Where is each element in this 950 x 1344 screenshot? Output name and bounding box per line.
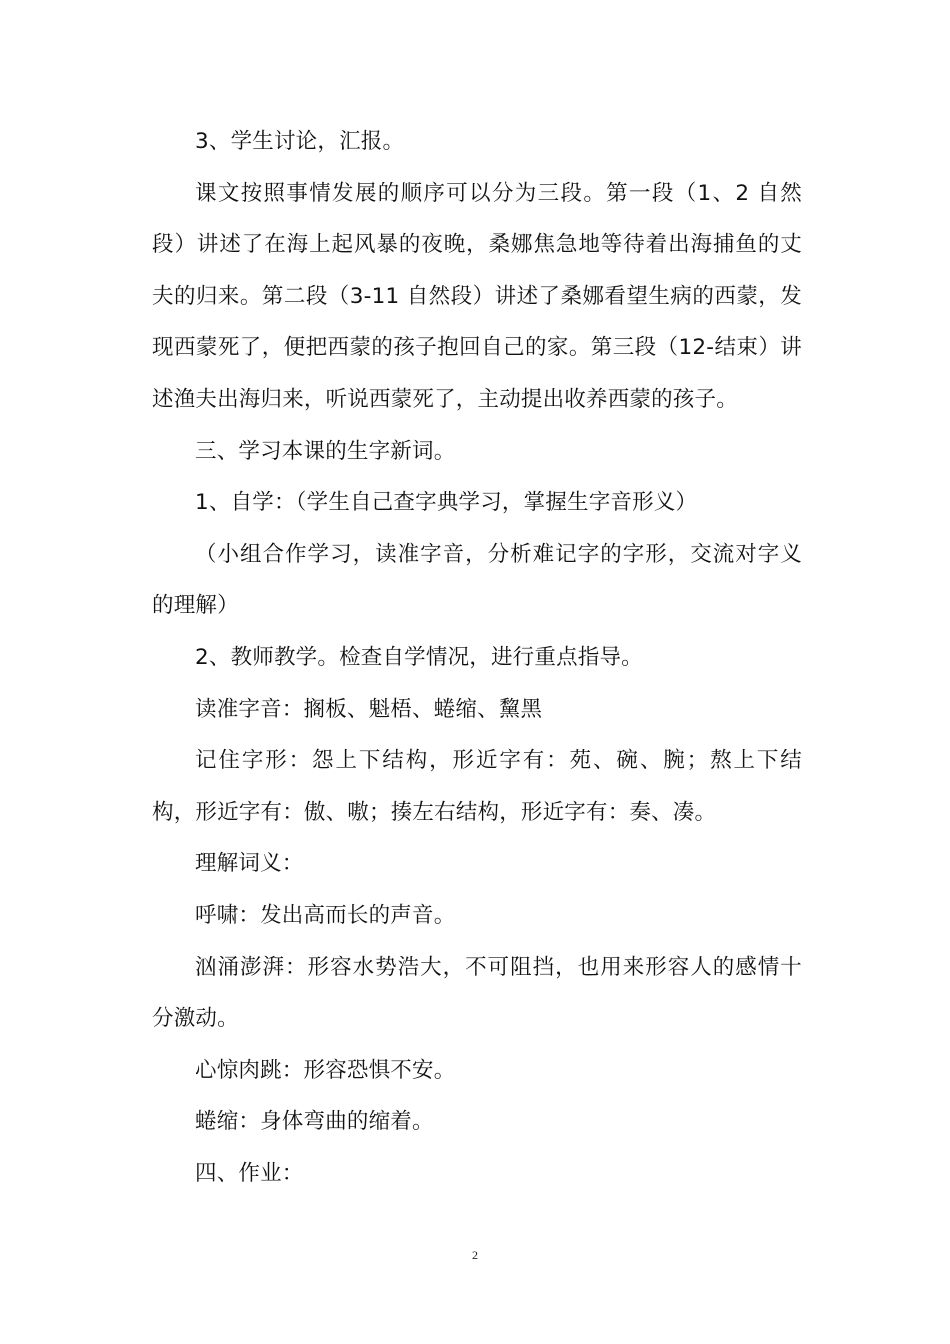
definition-quansuo: 蜷缩：身体弯曲的缩着。 [195,1109,434,1135]
paragraph-self-study: 1、自学：（学生自己查字典学习，掌握生字音形义） [195,490,698,516]
paragraph-teacher-teaching: 2、教师教学。检查自学情况，进行重点指导。 [195,644,643,670]
paragraph-pronunciation: 读准字音：搁板、魁梧、蜷缩、黧黑 [195,696,543,722]
definition-huxiao: 呼啸：发出高而长的声音。 [195,902,456,928]
heading-new-words: 三、学习本课的生字新词。 [195,438,456,464]
heading-homework: 四、作业： [195,1160,304,1186]
paragraph-section-summary: 课文按照事情发展的顺序可以分为三段。第一段（1、2 自然段）讲述了在海上起风暴的夜晚，桑娜焦急地等待着出海捕鱼的丈夫的归来。第二段（3-11 自然段）讲述了桑娜看望生病的西蒙，发现西蒙死了，便把西蒙的孩子抱回自己的家。第三段（12-结束）讲述渔夫出海归来，听说西蒙死了，主动提出收养西蒙的孩子。 [152,180,802,412]
paragraph-group-study: （小组合作学习，读准字音，分析难记字的字形，交流对字义的理解） [152,541,802,619]
paragraph-discussion: 3、学生讨论，汇报。 [195,129,405,154]
paragraph-word-meanings-heading: 理解词义： [195,851,304,877]
definition-xinjing-routiao: 心惊肉跳：形容恐惧不安。 [195,1057,456,1083]
page-number: 2 [472,1248,478,1262]
definition-xiongyong-pengpai: 汹涌澎湃：形容水势浩大，不可阻挡，也用来形容人的感情十分激动。 [152,954,802,1032]
paragraph-character-forms: 记住字形：怨上下结构，形近字有：苑、碗、腕；熬上下结构，形近字有：傲、嗷；揍左右结构，形近字有：奏、凑。 [152,748,802,825]
body-text [152,116,802,1199]
